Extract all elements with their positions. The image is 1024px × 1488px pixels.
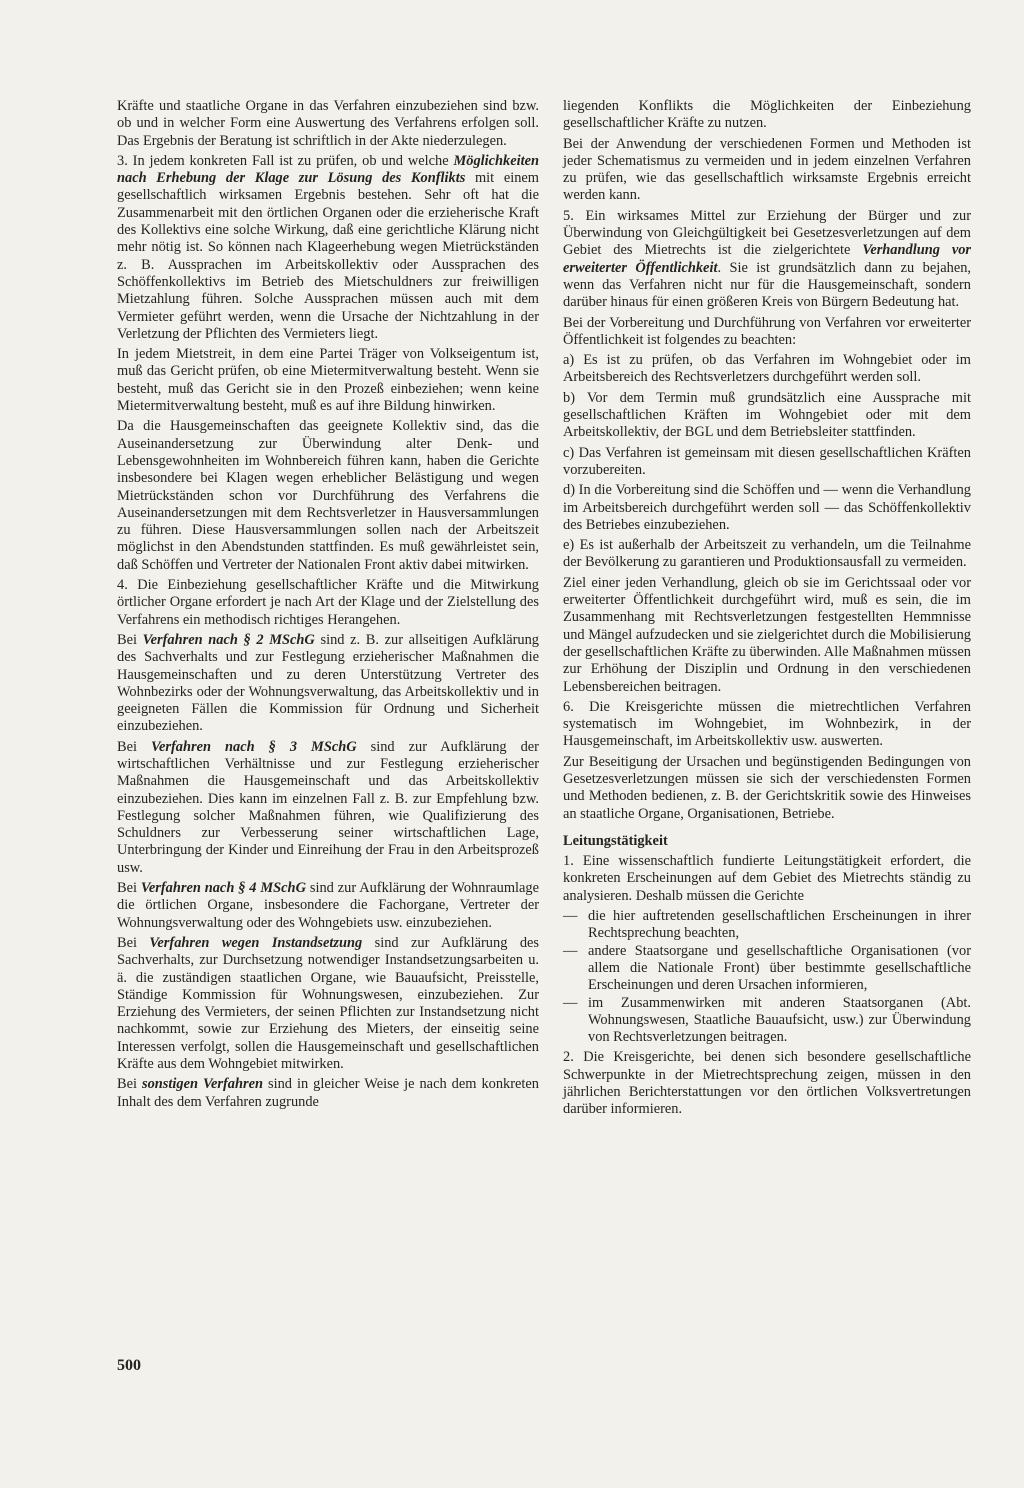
paragraph: Kräfte und staatliche Organe in das Verfahren einzubeziehen sind bzw. ob und in welcher Form eine Auswertung des Verfahrens erfolgen soll. Das Ergebnis der Beratung ist schriftlich in der Akte niederzulegen. bbox=[117, 98, 539, 149]
list-item: — andere Staatsorgane und gesellschaftliche Organisationen (vor allem die Nationale Front) über bestimmte gesellschaftliche Erscheinungen und deren Ursachen informieren, bbox=[563, 943, 971, 995]
list-item: — die hier auftretenden gesellschaftlichen Erscheinungen in ihrer Rechtsprechung beachten, bbox=[563, 908, 971, 943]
paragraph: e) Es ist außerhalb der Arbeitszeit zu verhandeln, um die Teilnahme der Bevölkerung zu garantieren und Produktionsausfall zu vermeiden. bbox=[563, 537, 971, 571]
paragraph: Bei der Anwendung der verschiedenen Formen und Methoden ist jeder Schematismus zu vermeiden und in jedem einzelnen Verfahren zu prüfen, wie das gesellschaftlich wirksamste Ergebnis erreicht werden kann. bbox=[563, 135, 971, 204]
paragraph: 5. Ein wirksames Mittel zur Erziehung der Bürger und zur Überwindung von Gleichgültigkeit bei Gesetzesverletzungen auf dem Gebiet des Mietrechts ist die zielgerichtete Verhandlung vor erweiterter Öffentlichkeit. Sie ist grundsätzlich dann zu bejahen, wenn das Verfahren nicht nur für die Hausgemeinschaft, sondern darüber hinaus für einen größeren Kreis von Bürgern Bedeutung hat. bbox=[563, 207, 972, 311]
emphasis: Verfahren wegen Instandsetzung bbox=[149, 934, 363, 951]
paragraph: a) Es ist zu prüfen, ob das Verfahren im Wohngebiet oder im Arbeitsbereich des Rechtsverletzers durchgeführt werden soll. bbox=[563, 352, 971, 386]
emphasis: Verhandlung vor erweiterter Öffentlichkeit bbox=[563, 242, 972, 276]
paragraph: Da die Hausgemeinschaften das geeignete Kollektiv sind, das die Auseinandersetzung zur Überwindung alter Denk- und Lebensgewohnheiten im Wohnbereich führen kann, haben die Gerichte insbesondere bei Klagen wegen erheblicher Belästigung und wegen Mietrückständen schon vor Durchführung des Verfahrens die Auseinandersetzungen mit dem Rechtsverletzer in Hausversammlungen zu führen. Diese Hausversammlungen sollen nach der Arbeitszeit möglichst in den Abendstunden stattfinden. Es muß gewährleistet sein, daß Schöffen und Vertreter der Nationalen Front aktiv dabei mitwirken. bbox=[117, 418, 539, 573]
paragraph: Bei Verfahren nach § 2 MSchG sind z. B. zur allseitigen Aufklärung des Sachverhalts und zur Festlegung erzieherischer Maßnahmen die Hausgemeinschaften und zu deren Unterstützung Vertreter des Wohnbezirks oder der Wohnungsverwaltung, das Arbeitskollektiv und in geeigneten Fällen die Kommission für Ordnung und Sicherheit einzubeziehen. bbox=[117, 631, 539, 735]
dash-list bbox=[563, 908, 971, 1046]
paragraph: Ziel einer jeden Verhandlung, gleich ob sie im Gerichtssaal oder vor erweiterter Öffentlichkeit durchgeführt wird, muß es sein, die im Zusammenhang mit Rechtsverletzungen festgestellten Hemmnisse und Mängel aufzudecken und sie zielgerichtet durch die Mobilisierung der gesellschaftlichen Kräfte zu überwinden. Alle Maßnahmen müssen zur Erhöhung der Disziplin und Ordnung in den verschiedenen Lebensbereichen beitragen. bbox=[563, 574, 971, 695]
emphasis: Möglichkeiten nach Erhebung der Klage zur Lösung des Konflikts bbox=[117, 152, 539, 187]
paragraph: In jedem Mietstreit, in dem eine Partei Träger von Volkseigentum ist, muß das Gericht prüfen, ob eine Mietermitverwaltung besteht. Wenn sie besteht, muß das Gericht sie in den Prozeß einbeziehen; wenn keine Mietermitverwaltung besteht, muß es auf ihre Bildung hinwirken. bbox=[117, 346, 539, 415]
emphasis: Verfahren nach § 3 MSchG bbox=[151, 738, 357, 755]
left-column bbox=[117, 98, 539, 1114]
paragraph: Bei Verfahren nach § 3 MSchG sind zur Aufklärung der wirtschaftlichen Verhältnisse und zur Festlegung erzieherischer Maßnahmen die Hausgemeinschaft und das Arbeitskollektiv einzubeziehen. Dies kann im einzelnen Fall z. B. zur Empfehlung bzw. Festlegung solcher Maßnahmen führen, wie Qualifizierung des Schuldners zur Verbesserung seiner wirtschaftlichen Lage, Unterbringung der Kinder und Einreihung der Frau in den Arbeitsprozeß usw. bbox=[117, 738, 539, 876]
paragraph: b) Vor dem Termin muß grundsätzlich eine Aussprache mit gesellschaftlichen Kräften im Wohngebiet oder mit dem Arbeitskollektiv, der BGL und dem Betriebsleiter stattfinden. bbox=[563, 389, 971, 441]
right-column bbox=[563, 98, 971, 1122]
emphasis: Verfahren nach § 2 MSchG bbox=[142, 631, 315, 648]
paragraph: Bei Verfahren nach § 4 MSchG sind zur Aufklärung der Wohnraumlage die örtlichen Organe, insbesondere die Fachorgane, Vertreter der Wohnungsverwaltung oder des Wohngebiets usw. einzubeziehen. bbox=[117, 880, 539, 931]
list-item: — im Zusammenwirken mit anderen Staatsorganen (Abt. Wohnungswesen, Staatliche Bauaufsicht, usw.) zur Überwindung von Rechtsverletzungen beitragen. bbox=[563, 995, 971, 1047]
paragraph: c) Das Verfahren ist gemeinsam mit diesen gesellschaftlichen Kräften vorzubereiten. bbox=[563, 444, 971, 478]
paragraph: Bei Verfahren wegen Instandsetzung sind zur Aufklärung des Sachverhalts, zur Durchsetzung notwendiger Instandsetzungsarbeiten u. ä. die zuständigen staatlichen Organe, wie Bauaufsicht, Preisstelle, Ständige Kommission für Wohnungswesen, einzubeziehen. Zur Erziehung des Vermieters, der seinen Pflichten zur Instandsetzung nicht nachkommt, sowie zur Erziehung des Mieters, der einseitig seine Interessen verfolgt, sollen die Hausgemeinschaft und gesellschaftlichen Kräfte aus dem Wohngebiet mitwirken. bbox=[117, 934, 539, 1073]
paragraph: 3. In jedem konkreten Fall ist zu prüfen, ob und welche Möglichkeiten nach Erhebung der Klage zur Lösung des Konflikts mit einem gesellschaftlich wirksamen Ergebnis bestehen. Sehr oft hat die Zusammenarbeit mit den örtlichen Organen oder die erzieherische Kraft des Kollektivs eine solche Wirkung, daß eine gerichtliche Klärung nicht mehr nötig ist. So können nach Klageerhebung wegen Mietrückständen z. B. Aussprachen im Arbeitskollektiv oder Aussprachen des Schöffenkollektivs im Betrieb des Mietschuldners zur freiwilligen Mietzahlung führen. Solche Aussprachen müssen auch mit dem Vermieter geführt werden, wenn die Ursache der Nichtzahlung in der Verletzung der Pflichten des Vermieters liegt. bbox=[117, 152, 540, 342]
paragraph: Bei der Vorbereitung und Durchführung von Verfahren vor erweiterter Öffentlichkeit ist folgendes zu beachten: bbox=[563, 314, 971, 348]
paragraph: 4. Die Einbeziehung gesellschaftlicher Kräfte und die Mitwirkung örtlicher Organe erfordert je nach Art der Klage und der Zielstellung des Verfahrens ein methodisch richtiges Herangehen. bbox=[117, 577, 539, 628]
paragraph: liegenden Konflikts die Möglichkeiten der Einbeziehung gesellschaftlicher Kräfte zu nutzen. bbox=[563, 98, 971, 132]
page-number: 500 bbox=[117, 1357, 141, 1374]
paragraph: Bei sonstigen Verfahren sind in gleicher Weise je nach dem konkreten Inhalt des dem Verfahren zugrunde bbox=[117, 1076, 539, 1110]
paragraph: Zur Beseitigung der Ursachen und begünstigenden Bedingungen von Gesetzesverletzungen müssen sie sich der verschiedensten Formen und Methoden bedienen, z. B. der Gerichtskritik sowie des Hinweises an staatliche Organe, Organisationen, Betriebe. bbox=[563, 753, 971, 822]
section-heading: Leitungstätigkeit bbox=[563, 832, 668, 849]
emphasis: Verfahren nach § 4 MSchG bbox=[140, 880, 306, 897]
paragraph: 6. Die Kreisgerichte müssen die mietrechtlichen Verfahren systematisch im Wohngebiet, im Wohnbezirk, in der Hausgemeinschaft, im Arbeitskollektiv usw. auswerten. bbox=[563, 698, 971, 750]
paragraph: 1. Eine wissenschaftlich fundierte Leitungstätigkeit erfordert, die konkreten Erscheinungen auf dem Gebiet des Mietrechts ständig zu analysieren. Deshalb müssen die Gerichte bbox=[563, 853, 971, 904]
paragraph: d) In die Vorbereitung sind die Schöffen und — wenn die Verhandlung im Arbeitsbereich durchgeführt werden soll — das Schöffenkollektiv des Betriebes einzubeziehen. bbox=[563, 482, 971, 533]
emphasis: sonstigen Verfahren bbox=[142, 1076, 263, 1093]
paragraph: 2. Die Kreisgerichte, bei denen sich besondere gesellschaftliche Schwerpunkte in der Mietrechtsprechung zeigen, müssen in den jährlichen Berichterstattungen vor den örtlichen Volksvertretungen darüber informieren. bbox=[563, 1049, 971, 1118]
